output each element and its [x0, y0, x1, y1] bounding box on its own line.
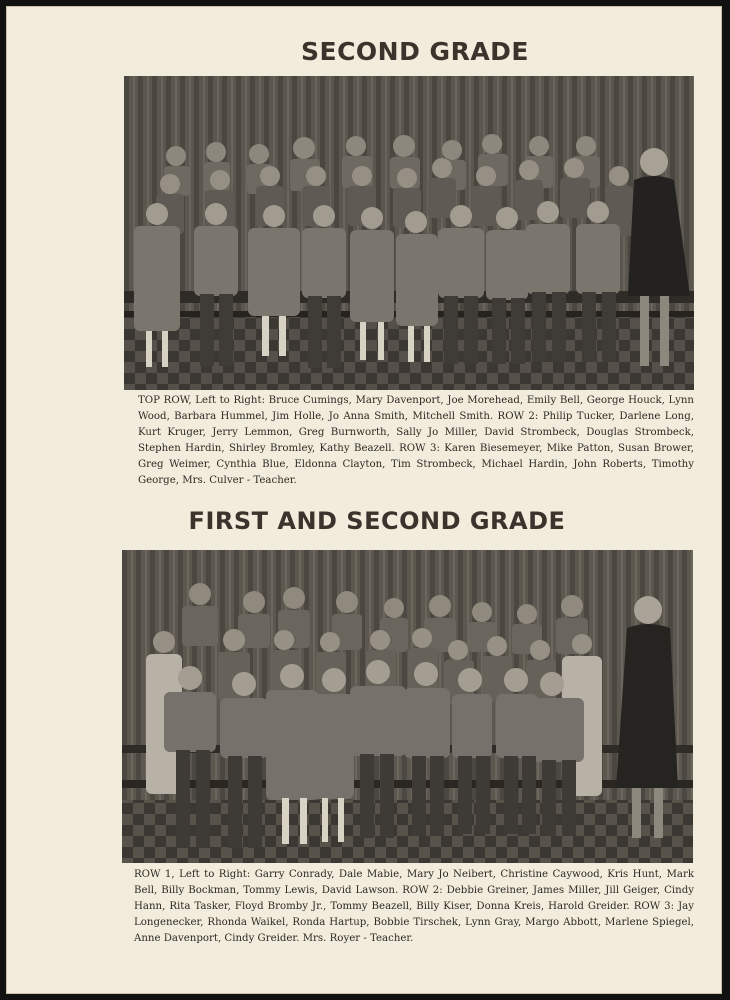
- yearbook-page: [6, 6, 722, 994]
- class-photo-image: [124, 76, 694, 390]
- class-photo-second-grade: [124, 76, 694, 390]
- photo-caption-first-and-second-grade: ROW 1, Left to Right: Garry Conrady, Dale Mabie, Mary Jo Neibert, Christine Caywood, Kris Hunt, Mark Bell, Billy Bockman, Tommy Lewis, David Lawson. ROW 2: Debbie Greiner, James Miller, Jill Geiger, Cindy Hann, Rita Tasker, Floyd Bromby Jr., Tommy Beazell, Billy Kiser, Donna Kreis, Harold Greider. ROW 3: Jay Longenecker, Rhonda Waikel, Ronda Hartup, Bobbie Tirschek, Lynn Gray, Margo Abbott, Marlene Spiegel, Anne Davenport, Cindy Greider. Mrs. Royer - Teacher.: [134, 869, 694, 944]
- section-heading-second-grade: SECOND GRADE: [300, 37, 529, 66]
- section-heading-first-and-second-grade: FIRST AND SECOND GRADE: [188, 507, 566, 535]
- class-photo-image: [122, 550, 693, 863]
- class-photo-first-and-second-grade: [122, 550, 693, 863]
- photo-caption-second-grade: TOP ROW, Left to Right: Bruce Cumings, Mary Davenport, Joe Morehead, Emily Bell, George Houck, Lynn Wood, Barbara Hummel, Jim Holle, Jo Anna Smith, Mitchell Smith. ROW 2: Philip Tucker, Darlene Long, Kurt Kruger, Jerry Lemmon, Greg Burnworth, Sally Jo Miller, David Strombeck, Douglas Strombeck, Stephen Hardin, Shirley Bromley, Kathy Beazell. ROW 3: Karen Biesemeyer, Mike Patton, Susan Brower, Greg Weimer, Cynthia Blue, Eldonna Clayton, Tim Strombeck, Michael Hardin, John Roberts, Timothy George, Mrs. Culver - Teacher.: [138, 395, 694, 486]
